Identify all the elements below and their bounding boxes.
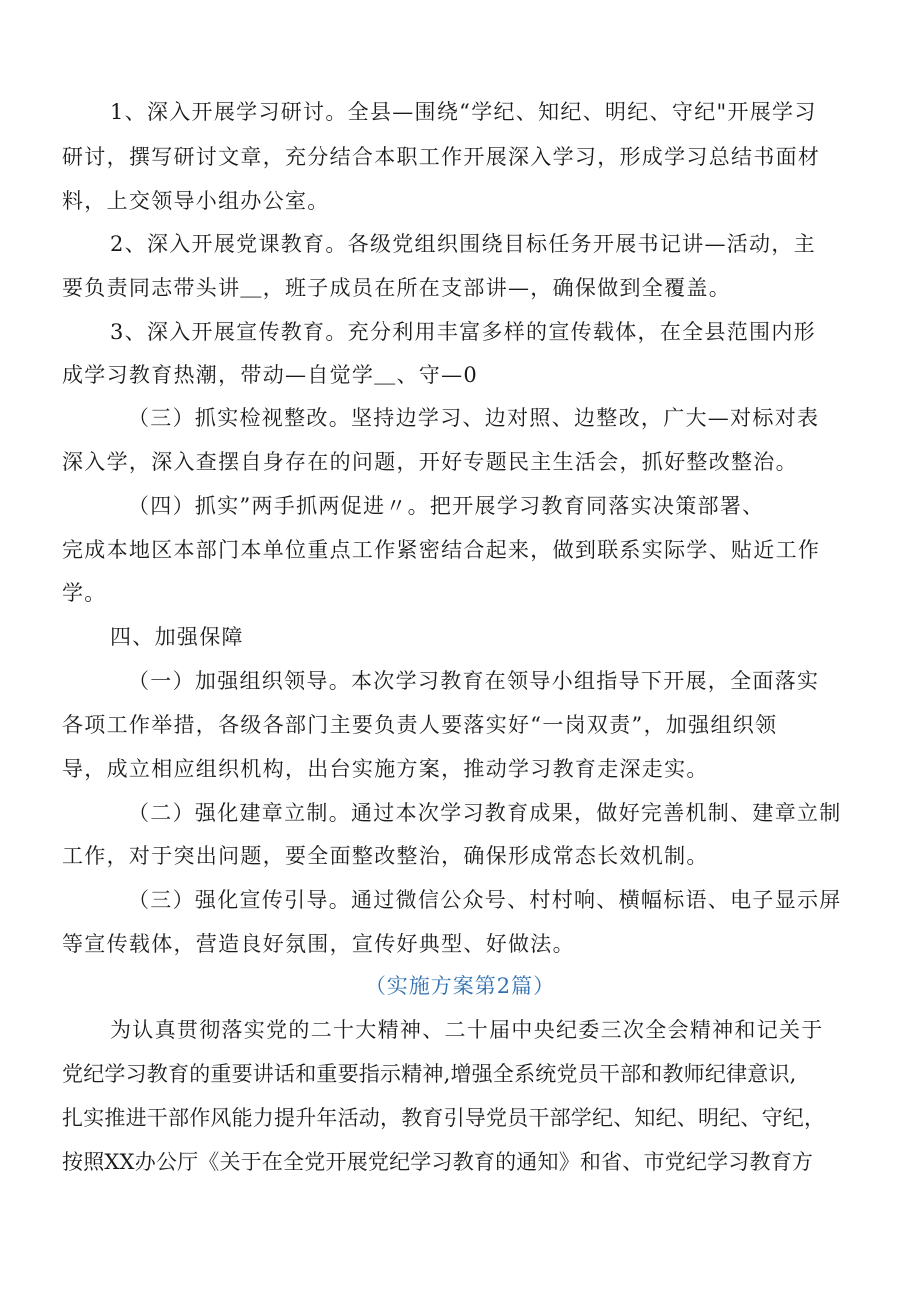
paragraph-line: （四）抓实”两手抓两促进〃。把开展学习教育同落实决策部署、 bbox=[128, 494, 765, 518]
paragraph-line: 料，上交领导小组办公室。 bbox=[62, 189, 330, 213]
paragraph-line: 3、深入开展宣传教育。充分利用丰富多样的宣传载体，在全县范围内形 bbox=[110, 320, 816, 344]
paragraph-line: 工作，对于突出问题，要全面整改整治，确保形成常态长效机制。 bbox=[62, 844, 709, 868]
paragraph-line: 要负责同志带头讲＿，班子成员在所在支部讲—，确保做到全覆盖。 bbox=[62, 276, 731, 300]
paragraph-line: 扎实推进干部作风能力提升年活动，教育引导党员干部学纪、知纪、明纪、守纪， bbox=[62, 1106, 826, 1130]
paragraph-line: 按照XX办公厅《关于在全党开展党纪学习教育的通知》和省、市党纪学习教育方 bbox=[62, 1150, 814, 1174]
paragraph-line: （三）强化宣传引导。通过微信公众号、村村响、横幅标语、电子显示屏 bbox=[128, 888, 842, 912]
paragraph-line: （一）加强组织领导。本次学习教育在领导小组指导下开展，全面落实 bbox=[128, 669, 820, 693]
paragraph-line: 深入学，深入查摆自身存在的问题，开好专题民主生活会，抓好整改整治。 bbox=[62, 450, 798, 474]
section-heading: 四、加强保障 bbox=[110, 625, 244, 649]
paragraph-line: 党纪学习教育的重要讲话和重要指示精神,增强全系统党员干部和教师纪律意识, bbox=[62, 1062, 797, 1086]
section-subtitle: （实施方案第2篇） bbox=[364, 974, 556, 998]
paragraph-line: 为认真贯彻落实党的二十大精神、二十届中央纪委三次全会精神和记关于 bbox=[110, 1018, 824, 1042]
paragraph-line: 各项工作举措，各级各部门主要负责人要落实好“一岗双责”，加强组织领 bbox=[62, 713, 778, 737]
paragraph-line: 1、深入开展学习研讨。全县—围绕“学纪、知纪、明纪、守纪"开展学习 bbox=[110, 100, 817, 124]
paragraph-line: （二）强化建章立制。通过本次学习教育成果，做好完善机制、建章立制 bbox=[128, 801, 842, 825]
paragraph-line: 完成本地区本部门本单位重点工作紧密结合起来，做到联系实际学、贴近工作 bbox=[62, 538, 821, 562]
paragraph-line: 研讨，撰写研讨文章，充分结合本职工作开展深入学习，形成学习总结书面材 bbox=[62, 145, 821, 169]
paragraph-line: 学。 bbox=[62, 581, 107, 605]
paragraph-line: （三）抓实检视整改。坚持边学习、边对照、边整改，广大—对标对表 bbox=[128, 406, 820, 430]
paragraph-line: 等宣传载体，营造良好氛围，宣传好典型、好做法。 bbox=[62, 932, 575, 956]
paragraph-line: 成学习教育热潮，带动—自觉学＿、守—0 bbox=[62, 363, 479, 387]
paragraph-line: 导，成立相应组织机构，出台实施方案，推动学习教育走深走实。 bbox=[62, 757, 709, 781]
paragraph-line: 2、深入开展党课教育。各级党组织围绕目标任务开展书记讲—活动，主 bbox=[110, 232, 816, 256]
